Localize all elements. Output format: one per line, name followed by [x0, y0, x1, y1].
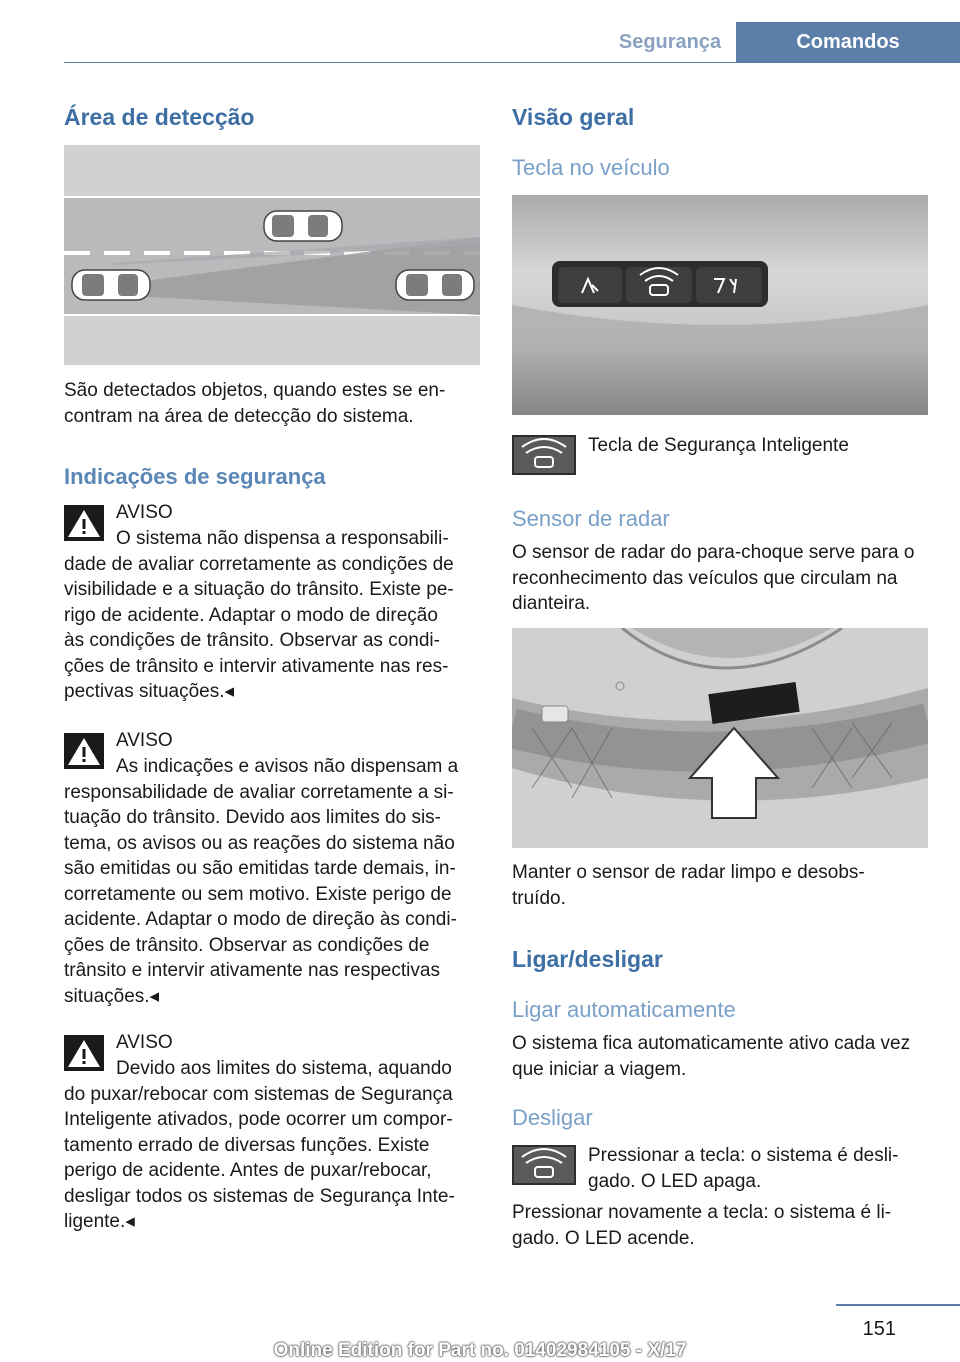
- keep-clean-text: Manter o sensor de radar limpo e desobs- truído.: [512, 862, 865, 909]
- intelligent-safety-key-icon: [512, 1145, 576, 1185]
- radar-sensor-title: Sensor de radar: [512, 506, 670, 531]
- on-off-title: Ligar/desligar: [512, 946, 663, 972]
- vehicle-buttons-photo: [512, 195, 928, 415]
- turn-on-again-text: Pressionar novamente a tecla: o sistema é li- gado. O LED acende.: [512, 1202, 892, 1249]
- auto-on-text: O sistema fica automaticamente ativo cada vez que iniciar a viagem.: [512, 1033, 911, 1080]
- overview-title: Visão geral: [512, 104, 635, 130]
- warning-text: O sistema não dispensa a responsabili- dade de avaliar corretamente as condições de visibilidade e a situação do trânsito. Existe pe- rigo de acidente. Adaptar o modo de direção às condições de trânsito. Observar as condi- ções de trânsito e intervir ativamente nas res- pectivas situações.◂: [64, 528, 454, 702]
- radar-sensor-photo: [512, 628, 928, 848]
- page-number: 151: [862, 1318, 896, 1340]
- safety-title: Indicações de segurança: [64, 464, 326, 489]
- header-rule: [64, 62, 960, 63]
- detection-area-title: Área de detecção: [64, 104, 255, 130]
- warning-text: As indicações e avisos não dispensam a responsabilidade de avaliar corretamente a si- tuação do trânsito. Devido aos limites do sis- tema, os avisos ou as reações do sistema não são emitidas ou são emitidas tarde demais, in- corretamente ou sem motivo. Existe perigo de acidente. Adaptar o modo de direção às condi- ções de trânsito. Observar as condições de trânsito e intervir ativamente nas respectivas situações.◂: [64, 756, 459, 1007]
- warning-label: AVISO: [116, 730, 173, 751]
- key-label: Tecla de Segurança Inteligente: [588, 435, 849, 456]
- header-section-tab: Segurança: [618, 30, 722, 53]
- turn-off-title: Desligar: [512, 1105, 593, 1130]
- turn-off-text: Pressionar a tecla: o sistema é desli- gado. O LED apaga.: [588, 1145, 899, 1192]
- warning-text: Devido aos limites do sistema, aquando do puxar/rebocar com sistemas de Segurança Inteligente ativados, pode ocorrer um compor- tamento errado de diversas funções. Existe perigo de acidente. Antes de puxar/rebocar, desligar todos os sistemas de Segurança Inte- ligente.◂: [64, 1058, 455, 1232]
- intelligent-safety-key-icon: [512, 435, 576, 475]
- edition-watermark: Online Edition for Part no. 01402984105 - X/17: [273, 1340, 687, 1361]
- warning-label: AVISO: [116, 502, 173, 523]
- header-chapter-tab: Comandos: [736, 22, 960, 62]
- detection-area-caption: São detectados objetos, quando estes se en- contram na área de detecção do sistema.: [64, 380, 446, 427]
- detection-area-illustration: [64, 145, 480, 365]
- radar-sensor-text: O sensor de radar do para-choque serve para o reconhecimento das veículos que circulam na dianteira.: [512, 542, 915, 614]
- warning-label: AVISO: [116, 1032, 173, 1053]
- vehicle-key-subtitle: Tecla no veículo: [512, 155, 670, 180]
- footer-rule: [836, 1304, 960, 1306]
- auto-on-title: Ligar automaticamente: [512, 997, 736, 1022]
